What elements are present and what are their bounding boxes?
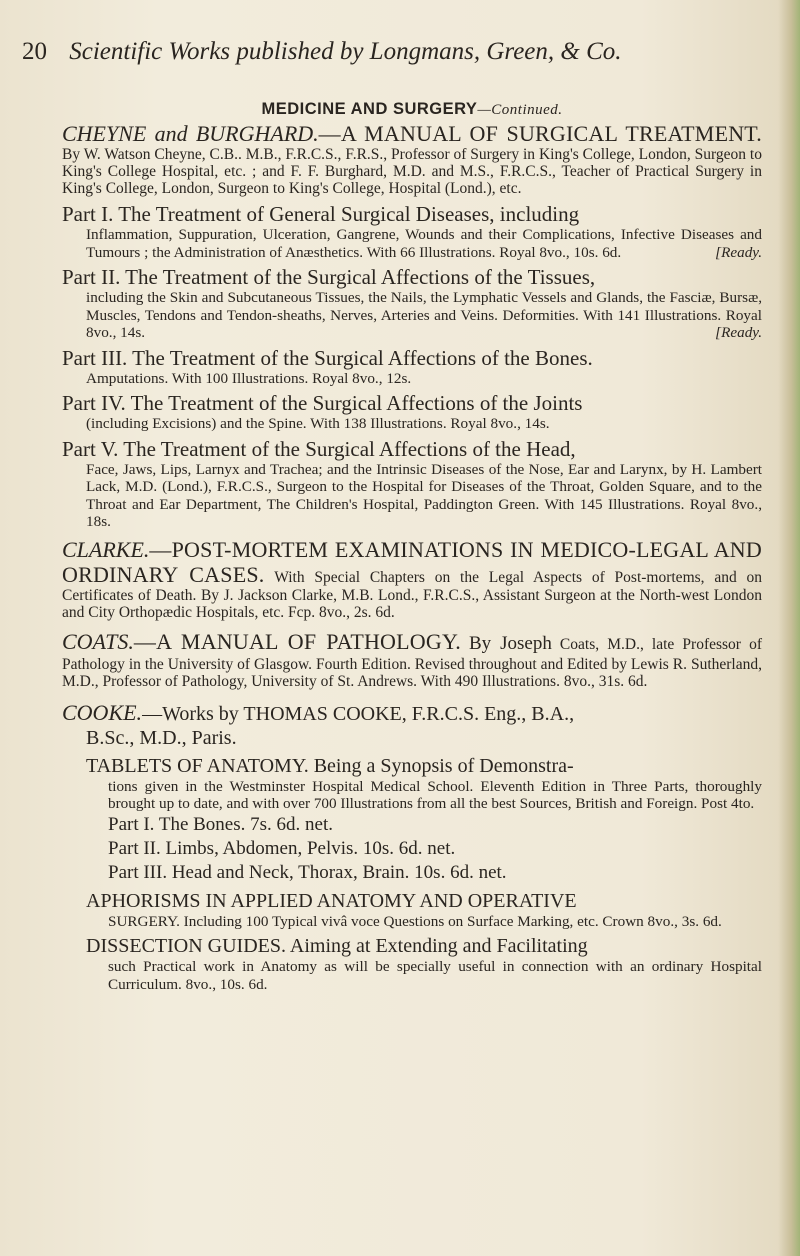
status-ready: [Ready. bbox=[715, 243, 762, 261]
work-title: APHORISMS IN APPLIED ANATOMY AND OPERATIVE bbox=[86, 889, 577, 912]
work-description: tions given in the Westminster Hospital Medical School. Eleventh Edition in Three Parts, thoroughly brought up to date, and with over 700 Illustrations from all the best Sources, British and Foreign. Post 4to. bbox=[108, 777, 762, 812]
part-item: Part II. Limbs, Abdomen, Pelvis. 10s. 6d. net. bbox=[108, 837, 456, 859]
work-description: SURGERY. Including 100 Typical vivâ voce Questions on Surface Marking, etc. Crown 8vo., 3s. 6d. bbox=[108, 912, 722, 930]
part-title: Part IV. The Treatment of the Surgical Affections of the Joints bbox=[62, 391, 583, 415]
part-item: Part III. Head and Neck, Thorax, Brain. 10s. 6d. net. bbox=[108, 861, 507, 883]
part-description: Face, Jaws, Lips, Larnyx and Trachea; and the Intrinsic Diseases of the Nose, Ear and Larynx, by H. Lambert Lack, M.D. (Lond.), F.R.C.S., Surgeon to the Hospital for Diseases of the Throat, Golden Square, and to the Throat and Ear Department, The Children's Hospital, Paddington Green. With 145 Illustrations. Royal 8vo., 18s. bbox=[86, 460, 762, 530]
entry-by: By Joseph bbox=[468, 632, 552, 654]
part-title: Part I. The Treatment of General Surgical Diseases, including bbox=[62, 202, 580, 226]
part-description: (including Excisions) and the Spine. With 138 Illustrations. Royal 8vo., 14s. bbox=[86, 415, 550, 432]
entry-description: By W. Watson Cheyne, C.B.. M.B., F.R.C.S., F.R.S., Professor of Surgery in King's College, London, Surgeon to King's College Hospital, etc. ; and F. F. Burghard, M.D. and M.S., F.R.C.S., Teacher of Practical Surgery in King's College, London, Surgeon to King's College, Hospital (Lond.), etc. bbox=[62, 146, 762, 197]
entry-title: —POST-MORTEM EXAMINATIONS IN MEDICO-LEGAL AND ORDINARY CASES. bbox=[62, 536, 762, 587]
status-ready: [Ready. bbox=[715, 324, 762, 341]
entry-description: Coats, M.D., late Professor of Pathology in the University of Glasgow. Fourth Edition. Revised throughout and Edited by Lewis R. Sutherland, M.D., Professor of Pathology, University of St. Andrews. With 490 Illustrations. 8vo., 31s. 6d. bbox=[62, 635, 762, 690]
entry-title: —A MANUAL OF PATHOLOGY. bbox=[133, 628, 461, 654]
part-title: Part III. The Treatment of the Surgical Affections of the Bones. bbox=[62, 345, 593, 370]
entry-coats bbox=[62, 629, 762, 690]
part-title: Part V. The Treatment of the Surgical Affections of the Head, bbox=[62, 436, 576, 461]
entry-author: COATS. bbox=[62, 628, 134, 654]
work-title: TABLETS OF ANATOMY. Being a Synopsis of Demonstra- bbox=[86, 754, 574, 777]
part-description: Amputations. With 100 Illustrations. Royal 8vo., 12s. bbox=[86, 369, 412, 387]
page-edge bbox=[778, 0, 800, 1256]
part-item bbox=[62, 346, 762, 388]
entry-intro: —Works by THOMAS COOKE, F.R.C.S. Eng., B.A., bbox=[142, 702, 575, 725]
work-description: such Practical work in Anatomy as will be specially useful in connection with an ordinary Hospital Curriculum. 8vo., 10s. 6d. bbox=[108, 958, 762, 993]
page-content bbox=[62, 100, 762, 993]
page-number: 20 bbox=[22, 38, 47, 65]
work-title: DISSECTION GUIDES. Aiming at Extending and Facilitating bbox=[86, 935, 588, 957]
part-item bbox=[62, 437, 762, 531]
entry-author: COOKE. bbox=[62, 699, 143, 725]
author-degrees: B.Sc., M.D., Paris. bbox=[86, 726, 237, 749]
entry-author: CLARKE. bbox=[62, 536, 150, 562]
entry-title: —A MANUAL OF SURGICAL TREATMENT. bbox=[318, 121, 762, 146]
entry-cheyne bbox=[62, 121, 762, 531]
part-item bbox=[62, 202, 762, 261]
entry-cooke bbox=[62, 700, 762, 994]
running-title: Scientific Works published by Longmans, Green, & Co. bbox=[69, 38, 622, 65]
entry-clarke bbox=[62, 537, 762, 621]
part-item bbox=[62, 391, 762, 433]
section-heading bbox=[62, 100, 762, 119]
part-title: Part II. The Treatment of the Surgical Affections of the Tissues, bbox=[62, 265, 596, 289]
part-item: Part I. The Bones. 7s. 6d. net. bbox=[108, 813, 333, 835]
part-item bbox=[62, 265, 762, 342]
part-description: including the Skin and Subcutaneous Tissues, the Nails, the Lymphatic Vessels and Glands, the Fasciæ, Bursæ, Muscles, Tendons and Tendon-sheaths, Nerves, Arteries and Veins. Deformities. With 141 Illustrations. Royal 8vo., 14s. bbox=[86, 289, 762, 341]
section-continued: —Continued. bbox=[477, 102, 563, 118]
running-head bbox=[22, 38, 622, 66]
section-title: MEDICINE AND SURGERY bbox=[261, 100, 478, 118]
entry-description: With Special Chapters on the Legal Aspects of Post-mortems, and on Certificates of Death. By J. Jackson Clarke, M.B. Lond., F.R.C.S., Assistant Surgeon at the North-west London and City Orthopædic Hospitals, etc. Fcp. 8vo., 2s. 6d. bbox=[62, 568, 762, 621]
entry-author: CHEYNE and BURGHARD. bbox=[62, 121, 319, 146]
part-description: Inflammation, Suppuration, Ulceration, Gangrene, Wounds and their Complications, Infective Diseases and Tumours ; the Administration of Anæsthetics. With 66 Illustrations. Royal 8vo., 10s. 6d. bbox=[86, 226, 762, 261]
